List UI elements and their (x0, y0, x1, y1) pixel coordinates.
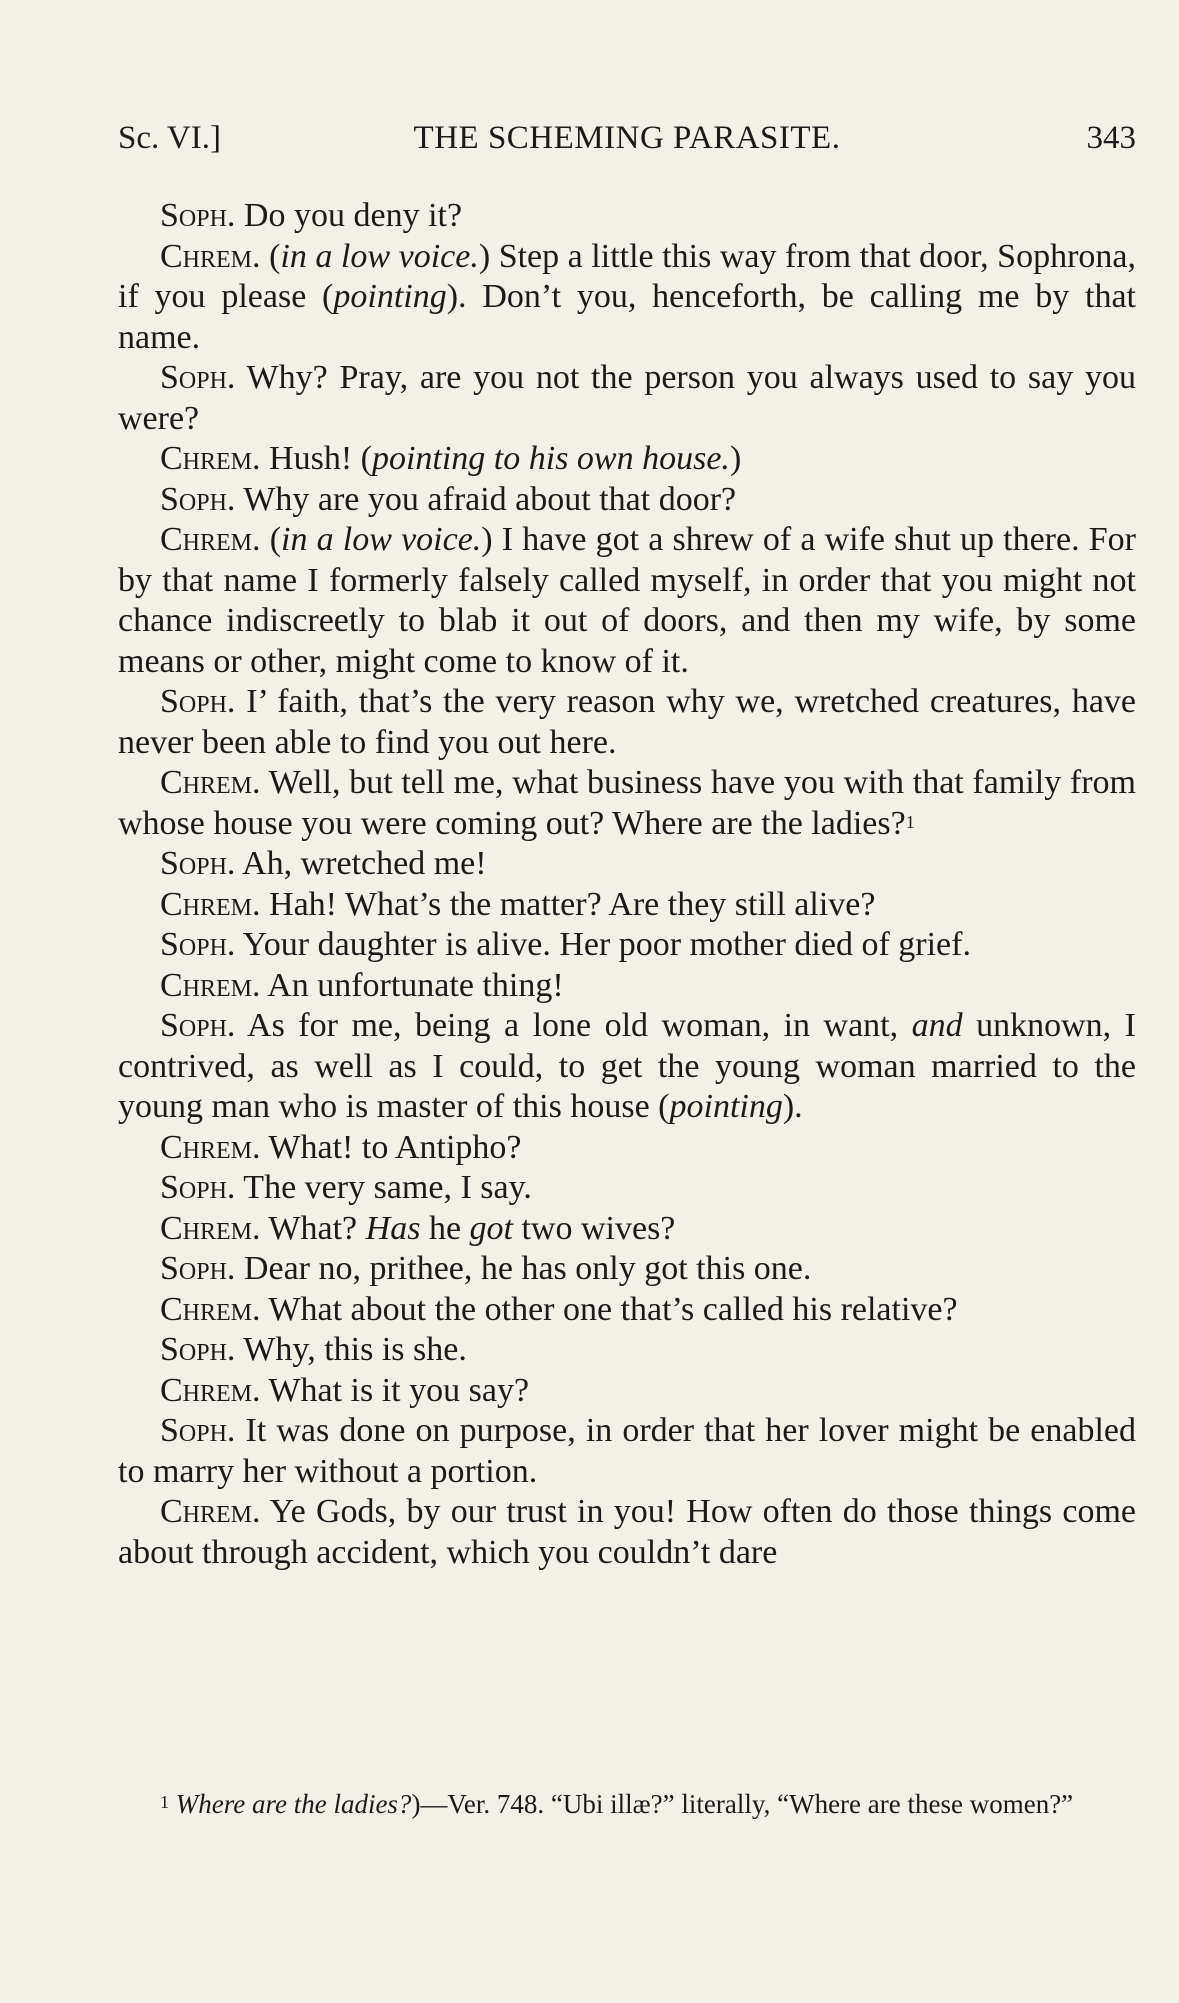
scene-label: Sc. VI.] (118, 120, 221, 156)
dialogue-body (118, 196, 1136, 1573)
dialogue-line (118, 1168, 1136, 1209)
dialogue-line (118, 1249, 1136, 1290)
speech-text: What! to Antipho? (260, 1128, 522, 1166)
speech-text: ( (260, 521, 282, 558)
stage-direction: in a low voice. (281, 521, 482, 558)
speech-text: Dear no, prithee, he has only got this one. (235, 1250, 812, 1287)
speaker-name: Chrem. (160, 966, 261, 1004)
speech-text: Hush! ( (260, 440, 372, 477)
dialogue-line (118, 439, 1136, 480)
speaker-name: Chrem. (160, 1209, 261, 1247)
speaker-name: Soph. (160, 1250, 236, 1287)
dialogue-line (118, 1411, 1136, 1492)
speaker-name: Chrem. (160, 1128, 261, 1166)
speech-text: I’ faith, that’s the very reason why we, wretched creatures, have never been able to find you out here. (118, 683, 1136, 761)
stage-direction: pointing (333, 278, 447, 315)
footnote-quote: Where are the ladies? (175, 1789, 412, 1819)
dialogue-line (118, 1290, 1136, 1331)
speech-text: It was done on purpose, in order that her lover might be enabled to marry her without a portion. (118, 1412, 1136, 1490)
dialogue-line (118, 763, 1136, 844)
speech-text: The very same, I say. (235, 1169, 532, 1206)
speech-text: ) Step a little this way from that door, Sophrona, if you please ( (118, 237, 1137, 315)
speech-text: As for me, being a lone old woman, in want, (235, 1007, 912, 1044)
speaker-name: Chrem. (160, 1371, 261, 1409)
dialogue-line (118, 885, 1136, 926)
speech-text: ) I have got a shrew of a wife shut up there. For by that name I formerly falsely called myself, in order that you might not chance indiscreetly to blab it out of doors, and then my wife, by some means or other, might come to know of it. (118, 521, 1136, 680)
speech-text: ). (782, 1088, 803, 1125)
speech-text: Why are you afraid about that door? (235, 480, 737, 518)
footnote-note: )—Ver. 748. “Ubi illæ?” literally, “Where are these women?” (411, 1789, 1074, 1819)
speaker-name: Soph. (160, 197, 236, 234)
speaker-name: Soph. (160, 926, 236, 963)
stage-direction: pointing (669, 1088, 783, 1125)
speech-text: Ye Gods, by our trust in you! How often do those things come about through accident, which you couldn’t dare (118, 1493, 1136, 1571)
speech-text: Why? Pray, are you not the person you always used to say you were? (118, 359, 1136, 437)
speech-text: ). Don’t you, henceforth, be calling me by that name. (118, 278, 1136, 356)
speech-text: Well, but tell me, what business have you with that family from whose house you were coming out? Where are the ladies? (118, 764, 1136, 842)
stage-direction: pointing to his own house. (371, 440, 730, 477)
stage-direction: got (469, 1209, 513, 1247)
speech-text: What? (260, 1209, 366, 1247)
page-number: 343 (1086, 120, 1136, 156)
speaker-name: Chrem. (160, 1290, 261, 1328)
dialogue-line (118, 1371, 1136, 1412)
dialogue-line (118, 1006, 1136, 1128)
stage-direction: Has (365, 1209, 421, 1247)
dialogue-line (118, 925, 1136, 966)
footnote-ref: 1 (905, 811, 915, 832)
speaker-name: Soph. (160, 1412, 236, 1449)
speaker-name: Chrem. (160, 885, 261, 923)
speech-text: Hah! What’s the matter? Are they still alive? (260, 885, 876, 923)
dialogue-line (118, 1209, 1136, 1250)
stage-direction: and (911, 1007, 963, 1044)
speaker-name: Soph. (160, 1169, 236, 1206)
footnote-text (118, 1788, 1136, 1821)
speaker-name: Soph. (160, 1007, 236, 1044)
speech-text: Ah, wretched me! (235, 845, 487, 882)
running-title: THE SCHEMING PARASITE. (413, 120, 841, 156)
dialogue-line (118, 966, 1136, 1007)
speech-text: Why, this is she. (235, 1331, 467, 1368)
dialogue-line (118, 358, 1136, 439)
dialogue-line (118, 196, 1136, 237)
speaker-name: Chrem. (160, 440, 261, 477)
speech-text: An unfortunate thing! (260, 966, 564, 1004)
speaker-name: Chrem. (160, 237, 261, 275)
speaker-name: Soph. (160, 1331, 236, 1368)
dialogue-line (118, 682, 1136, 763)
speech-text: he (420, 1209, 470, 1247)
dialogue-line (118, 480, 1136, 521)
speaker-name: Soph. (160, 359, 236, 396)
speech-text: What is it you say? (260, 1371, 530, 1409)
dialogue-line (118, 844, 1136, 885)
footnote (118, 1788, 1136, 1821)
speech-text: ( (260, 237, 281, 275)
dialogue-line (118, 1128, 1136, 1169)
footnote-number: 1 (160, 1792, 169, 1812)
dialogue-line (118, 1492, 1136, 1573)
speaker-name: Chrem. (160, 521, 261, 558)
dialogue-line (118, 520, 1136, 682)
speaker-name: Soph. (160, 480, 236, 518)
dialogue-line (118, 1330, 1136, 1371)
speaker-name: Soph. (160, 683, 236, 720)
speech-text: Your daughter is alive. Her poor mother died of grief. (235, 926, 971, 963)
speech-text: ) (729, 440, 742, 477)
speech-text: two wives? (512, 1209, 676, 1247)
speaker-name: Soph. (160, 845, 236, 882)
stage-direction: in a low voice. (280, 237, 479, 275)
speech-text: Do you deny it? (235, 197, 463, 234)
dialogue-line (118, 237, 1136, 359)
speaker-name: Chrem. (160, 764, 261, 801)
speech-text: What about the other one that’s called his relative? (260, 1290, 958, 1328)
speaker-name: Chrem. (160, 1493, 261, 1530)
speech-text: unknown, I contrived, as well as I could, to get the young woman married to the young man who is master of this house ( (118, 1007, 1136, 1125)
